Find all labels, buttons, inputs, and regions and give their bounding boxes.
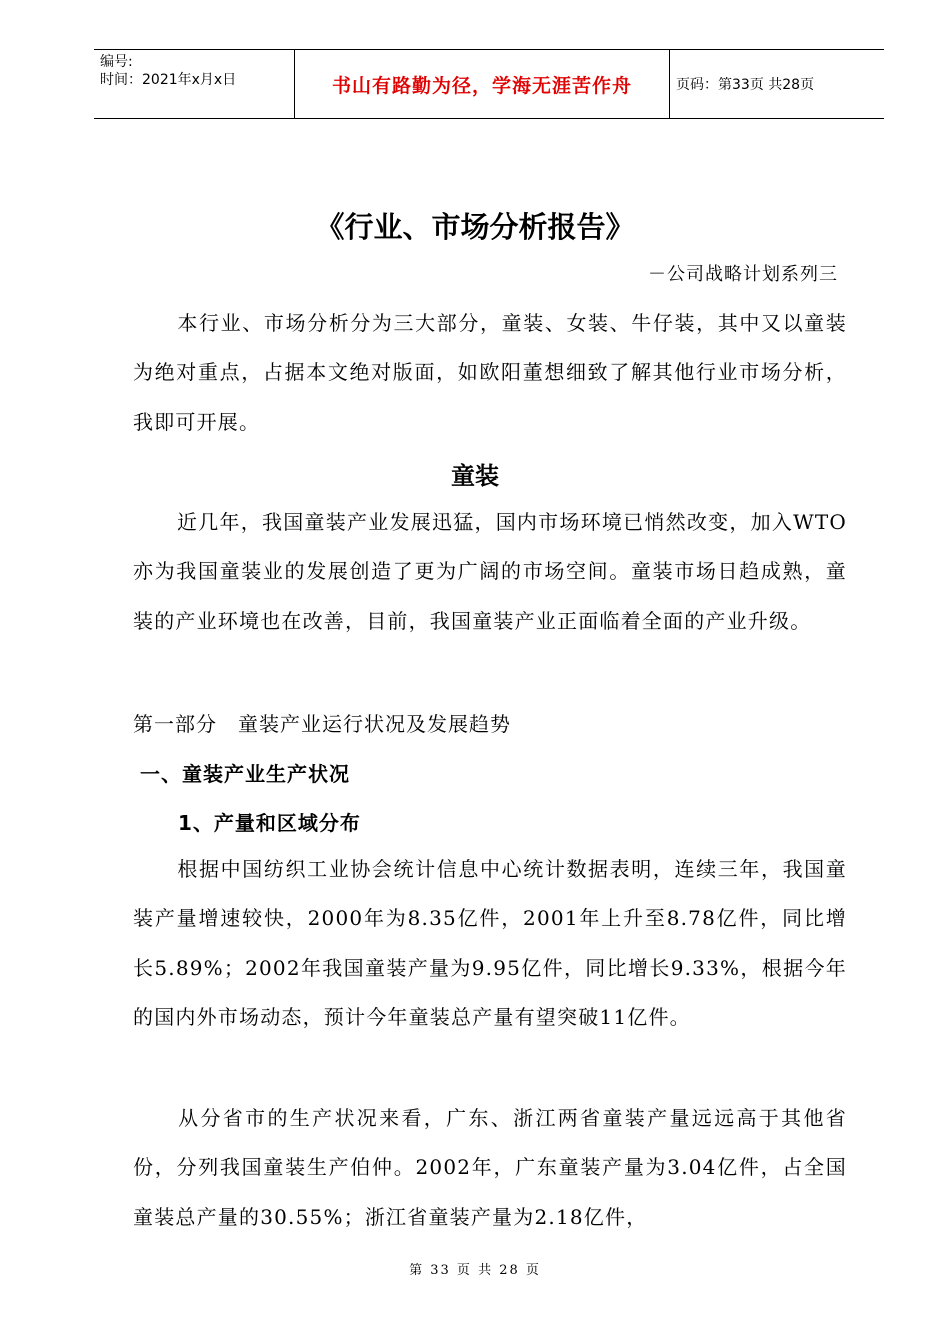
intro-paragraph — [133, 299, 847, 447]
header-motto-cell — [294, 50, 670, 118]
section-text: 近几年，我国童装产业发展迅猛，国内市场环境已悄然改变，加入WTO亦为我国童装业的发展创造了更为广阔的市场空间。童装市场日趋成熟，童装的产业环境也在改善，目前，我国童装产业正面临着全面的产业升级。 — [133, 510, 847, 633]
header-time-label: 时间：2021年x月x日 — [100, 72, 237, 88]
output-text: 根据中国纺织工业协会统计信息中心统计数据表明，连续三年，我国童装产量增速较快，2000年为8.35亿件，2001年上升至8.78亿件，同比增长5.89%；2002年我国童装产量为9.95亿件，同比增长9.33%，根据今年的国内外市场动态，预计今年童装总产量有望突破11亿件。 — [133, 857, 847, 1029]
output-paragraph — [133, 845, 847, 1042]
heading-production-status: 一、童装产业生产状况 — [140, 762, 350, 786]
section-title-childrenswear: 童装 — [451, 462, 499, 490]
header-meta-cell — [94, 50, 294, 118]
page-header — [94, 49, 884, 119]
intro-text: 本行业、市场分析分为三大部分，童装、女装、牛仔装，其中又以童装为绝对重点，占据本文绝对版面，如欧阳董想细致了解其他行业市场分析，我即可开展。 — [133, 311, 847, 434]
part-one-title: 第一部分 童装产业运行状况及发展趋势 — [133, 712, 511, 736]
heading-output-distribution: 1、产量和区域分布 — [178, 811, 361, 835]
region-paragraph — [133, 1094, 847, 1242]
page-footer: 第 33 页 共 28 页 — [409, 1263, 541, 1278]
document-title: 《行业、市场分析报告》 — [315, 210, 635, 244]
header-page-label: 页码：第33页 共28页 — [676, 77, 815, 93]
header-page-cell — [670, 50, 884, 118]
header-motto: 书山有路勤为径，学海无涯苦作舟 — [331, 74, 632, 97]
section-paragraph — [133, 498, 847, 646]
document-subtitle: －公司战略计划系列三 — [648, 264, 838, 285]
header-code-label: 编号: — [100, 54, 133, 70]
region-text: 从分省市的生产状况来看，广东、浙江两省童装产量远远高于其他省份，分列我国童装生产伯仲。2002年，广东童装产量为3.04亿件，占全国童装总产量的30.55%；浙江省童装产量为2.18亿件， — [133, 1106, 847, 1229]
